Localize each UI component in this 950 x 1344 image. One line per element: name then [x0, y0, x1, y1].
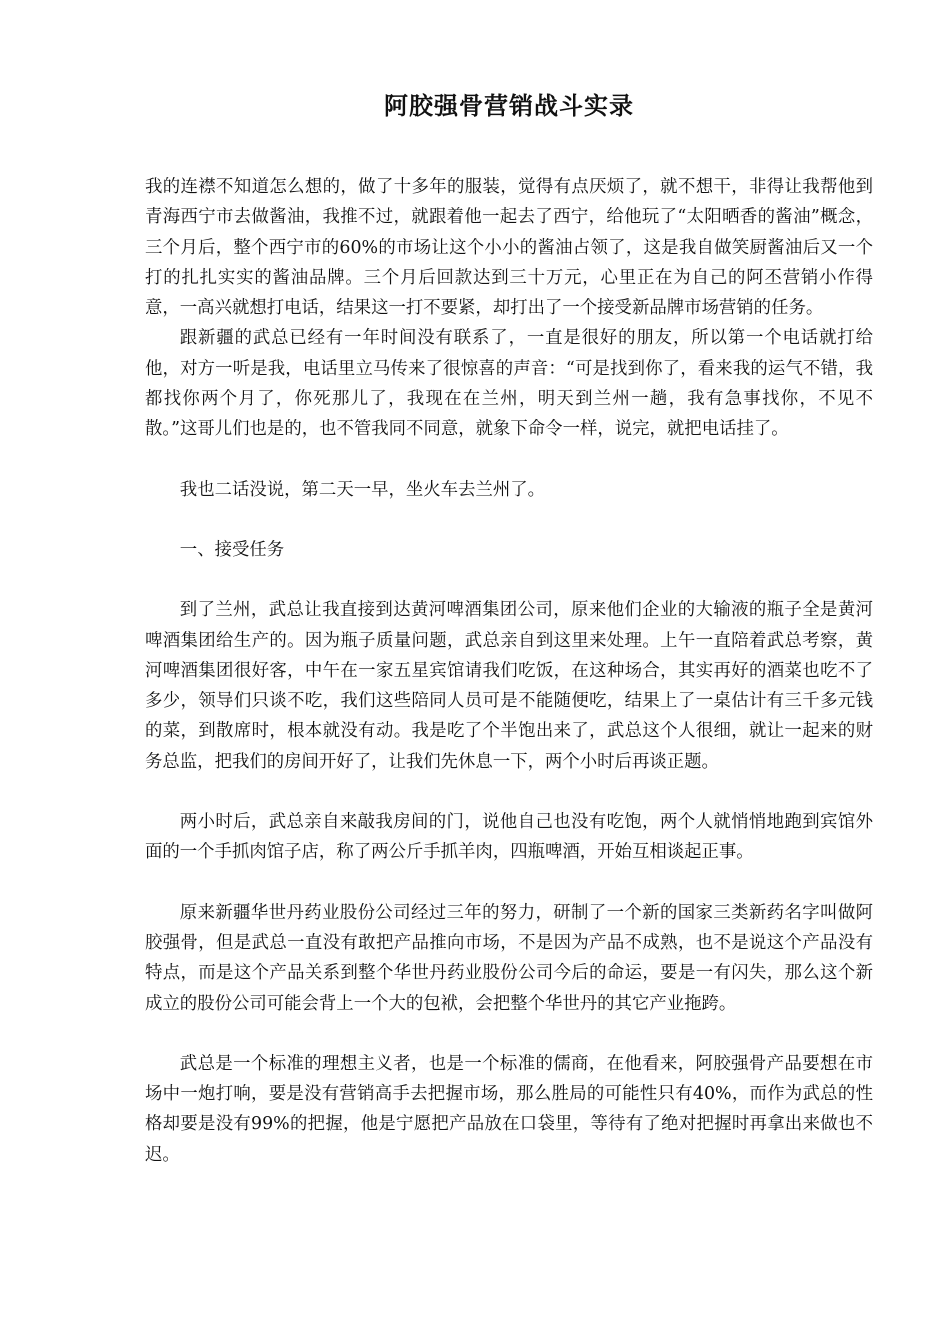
- paragraph-6: 原来新疆华世丹药业股份公司经过三年的努力，研制了一个新的国家三类新药名字叫做阿胶强骨，但是武总一直没有敢把产品推向市场，不是因为产品不成熟，也不是说这个产品没有特点，而是这个产品关系到整个华世丹药业股份公司今后的命运，要是一有闪失，那么这个新成立的股份公司可能会背上一个大的包袱，会把整个华世丹的其它产业拖跨。: [145, 902, 873, 1014]
- paragraph-3: 我也二话没说，第二天一早，坐火车去兰州了。: [179, 479, 546, 500]
- section-heading-1: 一、接受任务: [179, 539, 285, 560]
- paragraph-gap: [145, 1019, 873, 1049]
- paragraph-gap: [145, 505, 873, 535]
- paragraph-5: 两小时后，武总亲自来敲我房间的门，说他自己也没有吃饱，两个人就悄悄地跑到宾馆外面的一个手抓肉馆子店，称了两公斤手抓羊肉，四瓶啤酒，开始互相谈起正事。: [145, 812, 873, 863]
- paragraph-7: 武总是一个标准的理想主义者，也是一个标准的儒商，在他看来，阿胶强骨产品要想在市场中一炮打响，要是没有营销高手去把握市场，那么胜局的可能性只有40%，而作为武总的性格却要是没有99%的把握，他是宁愿把产品放在口袋里，等待有了绝对把握时再拿出来做也不迟。: [145, 1053, 873, 1165]
- document-page: [145, 88, 873, 1170]
- paragraph-2: 跟新疆的武总已经有一年时间没有联系了，一直是很好的朋友，所以第一个电话就打给他，对方一听是我，电话里立马传来了很惊喜的声音：“可是找到你了，看来我的运气不错，我都找你两个月了，你死那儿了，我现在在兰州，明天到兰州一趟，我有急事找你，不见不散。”这哥儿们也是的，也不管我同不同意，就象下命令一样，说完，就把电话挂了。: [145, 328, 873, 440]
- paragraph-gap: [145, 445, 873, 475]
- paragraph-gap: [145, 777, 873, 807]
- paragraph-1: 我的连襟不知道怎么想的，做了十多年的服装，觉得有点厌烦了，就不想干，非得让我帮他到青海西宁市去做酱油，我推不过，就跟着他一起去了西宁，给他玩了“太阳晒香的酱油”概念，三个月后，整个西宁市的60%的市场让这个小小的酱油占领了，这是我自做笑厨酱油后又一个打的扎扎实实的酱油品牌。三个月后回款达到三十万元，心里正在为自己的阿丕营销小作得意，一高兴就想打电话，结果这一打不要紧，却打出了一个接受新品牌市场营销的任务。: [145, 177, 873, 319]
- paragraph-4: 到了兰州，武总让我直接到达黄河啤酒集团公司，原来他们企业的大输液的瓶子全是黄河啤酒集团给生产的。因为瓶子质量问题，武总亲自到这里来处理。上午一直陪着武总考察，黄河啤酒集团很好客，中午在一家五星宾馆请我们吃饭，在这种场合，其实再好的酒菜也吃不了多少，领导们只谈不吃，我们这些陪同人员可是不能随便吃，结果上了一桌估计有三千多元钱的菜，到散席时，根本就没有动。我是吃了个半饱出来了，武总这个人很细，就让一起来的财务总监，把我们的房间开好了，让我们先休息一下，两个小时后再谈正题。: [145, 600, 873, 772]
- paragraph-gap: [145, 565, 873, 595]
- document-title: 阿胶强骨营销战斗实录: [384, 91, 634, 120]
- paragraph-gap: [145, 868, 873, 898]
